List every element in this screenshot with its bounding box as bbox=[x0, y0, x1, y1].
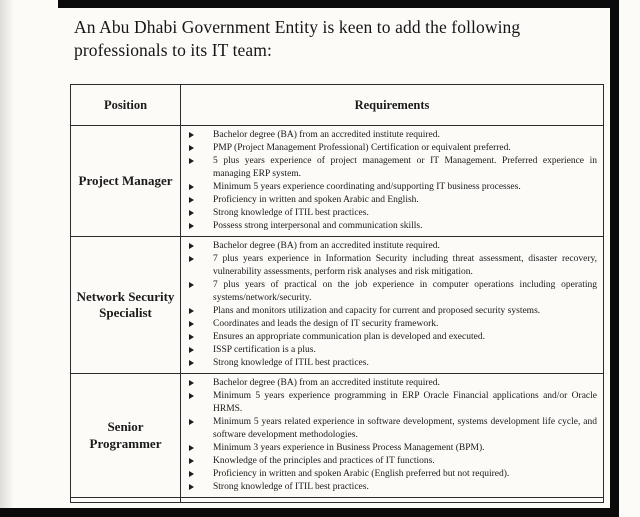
scan-artifact-bottom-bar bbox=[0, 508, 619, 517]
requirement-item bbox=[189, 279, 597, 305]
table-partial-row-body bbox=[71, 498, 604, 503]
requirement-item bbox=[189, 442, 597, 455]
requirement-text: ISSP certification is a plus. bbox=[213, 345, 316, 355]
position-cell-text: Senior Programmer bbox=[89, 419, 162, 451]
requirement-item bbox=[189, 468, 597, 481]
requirement-text: Knowledge of the principles and practices of IT functions. bbox=[213, 456, 435, 466]
arrow-bullet-icon bbox=[189, 419, 206, 425]
requirement-item bbox=[189, 155, 597, 181]
requirement-item bbox=[189, 377, 597, 390]
arrow-bullet-icon bbox=[189, 321, 206, 327]
requirements-cell bbox=[181, 126, 604, 237]
arrow-bullet-icon bbox=[189, 243, 206, 249]
requirement-item bbox=[189, 390, 597, 416]
requirement-text: Strong knowledge of ITIL best practices. bbox=[213, 358, 369, 368]
arrow-bullet-icon bbox=[189, 308, 206, 314]
requirements-cell bbox=[181, 237, 604, 374]
position-cell-text: Project Manager bbox=[78, 172, 173, 188]
arrow-bullet-icon bbox=[189, 458, 206, 464]
arrow-bullet-icon bbox=[189, 223, 206, 229]
requirement-item bbox=[189, 129, 597, 142]
arrow-bullet-icon bbox=[189, 360, 206, 366]
position-cell-text: Network Security Specialist bbox=[76, 288, 175, 320]
requirement-item bbox=[189, 181, 597, 194]
partial-requirements-cell bbox=[181, 498, 604, 503]
arrow-bullet-icon bbox=[189, 484, 206, 490]
arrow-bullet-icon bbox=[189, 132, 206, 138]
table-header bbox=[71, 85, 604, 126]
requirements-list bbox=[181, 374, 603, 497]
requirement-text: Strong knowledge of ITIL best practices. bbox=[213, 208, 369, 218]
column-header-position: Position bbox=[71, 85, 181, 126]
column-header-requirements: Requirements bbox=[181, 85, 604, 126]
arrow-bullet-icon bbox=[189, 145, 206, 151]
arrow-bullet-icon bbox=[189, 210, 206, 216]
page-edge-shading bbox=[0, 0, 14, 517]
arrow-bullet-icon bbox=[189, 158, 206, 164]
scan-artifact-top-bar bbox=[58, 0, 619, 8]
requirement-text: Bachelor degree (BA) from an accredited institute required. bbox=[213, 130, 440, 140]
requirement-item bbox=[189, 220, 597, 233]
arrow-bullet-icon bbox=[189, 393, 206, 399]
requirement-text: Proficiency in written and spoken Arabic and English. bbox=[213, 195, 419, 205]
arrow-bullet-icon bbox=[189, 471, 206, 477]
requirement-item bbox=[189, 142, 597, 155]
requirement-text: PMP (Project Management Professional) Certification or equivalent preferred. bbox=[213, 143, 511, 153]
position-cell bbox=[71, 126, 181, 237]
requirements-cell bbox=[181, 374, 604, 498]
job-requirements-table bbox=[70, 84, 604, 503]
requirements-list bbox=[181, 126, 603, 236]
requirement-item bbox=[189, 481, 597, 494]
partial-position-cell bbox=[71, 498, 181, 503]
requirement-text: Plans and monitors utilization and capacity for current and proposed security systems. bbox=[213, 306, 541, 316]
requirement-text: Coordinates and leads the design of IT security framework. bbox=[213, 319, 439, 329]
requirement-item bbox=[189, 455, 597, 468]
requirement-item bbox=[189, 207, 597, 220]
table-row bbox=[71, 374, 604, 498]
table-row bbox=[71, 237, 604, 374]
requirement-item bbox=[189, 331, 597, 344]
arrow-bullet-icon bbox=[189, 380, 206, 386]
requirement-item bbox=[189, 318, 597, 331]
arrow-bullet-icon bbox=[189, 282, 206, 288]
table-row bbox=[71, 126, 604, 237]
requirement-text: Strong knowledge of ITIL best practices. bbox=[213, 482, 369, 492]
requirement-item bbox=[189, 357, 597, 370]
position-cell bbox=[71, 237, 181, 374]
requirement-text: 7 plus years experience in Information Security including threat assessment, disaster recovery, vulnerability assessments, perform risk analyses and risk mitigation. bbox=[213, 254, 597, 277]
scan-artifact-right-bar bbox=[610, 0, 619, 517]
requirement-text: Proficiency in written and spoken Arabic (English preferred but not required). bbox=[213, 469, 510, 479]
requirement-item bbox=[189, 416, 597, 442]
requirement-text: Ensures an appropriate communication plan is developed and executed. bbox=[213, 332, 485, 342]
requirement-text: 5 plus years experience of project management or IT Management. Preferred experience in managing ERP system. bbox=[213, 156, 597, 179]
requirement-text: Bachelor degree (BA) from an accredited institute required. bbox=[213, 241, 440, 251]
requirement-item bbox=[189, 344, 597, 357]
position-cell bbox=[71, 374, 181, 498]
partial-cropped-row bbox=[71, 498, 604, 503]
table-body bbox=[71, 126, 604, 498]
requirement-text: Possess strong interpersonal and communication skills. bbox=[213, 221, 423, 231]
arrow-bullet-icon bbox=[189, 334, 206, 340]
document-heading: An Abu Dhabi Government Entity is keen to add the following professionals to its IT team: bbox=[74, 17, 521, 60]
requirement-item bbox=[189, 194, 597, 207]
arrow-bullet-icon bbox=[189, 184, 206, 190]
arrow-bullet-icon bbox=[189, 256, 206, 262]
requirement-text: Minimum 3 years experience in Business Process Management (BPM). bbox=[213, 443, 485, 453]
requirement-text: 7 plus years of practical on the job experience in computer operations including operating systems/network/security. bbox=[213, 280, 597, 303]
arrow-bullet-icon bbox=[189, 445, 206, 451]
requirement-text: Minimum 5 years experience programming in ERP Oracle Financial applications and/or Oracle HRMS. bbox=[213, 391, 597, 414]
requirements-list bbox=[181, 237, 603, 373]
arrow-bullet-icon bbox=[189, 347, 206, 353]
requirement-item bbox=[189, 305, 597, 318]
requirement-item bbox=[189, 240, 597, 253]
requirement-text: Minimum 5 years related experience in software development, systems development life cycle, and software development methodologies. bbox=[213, 417, 597, 440]
requirement-text: Minimum 5 years experience coordinating and/supporting IT business processes. bbox=[213, 182, 521, 192]
arrow-bullet-icon bbox=[189, 197, 206, 203]
requirement-text: Bachelor degree (BA) from an accredited institute required. bbox=[213, 378, 440, 388]
requirement-item bbox=[189, 253, 597, 279]
